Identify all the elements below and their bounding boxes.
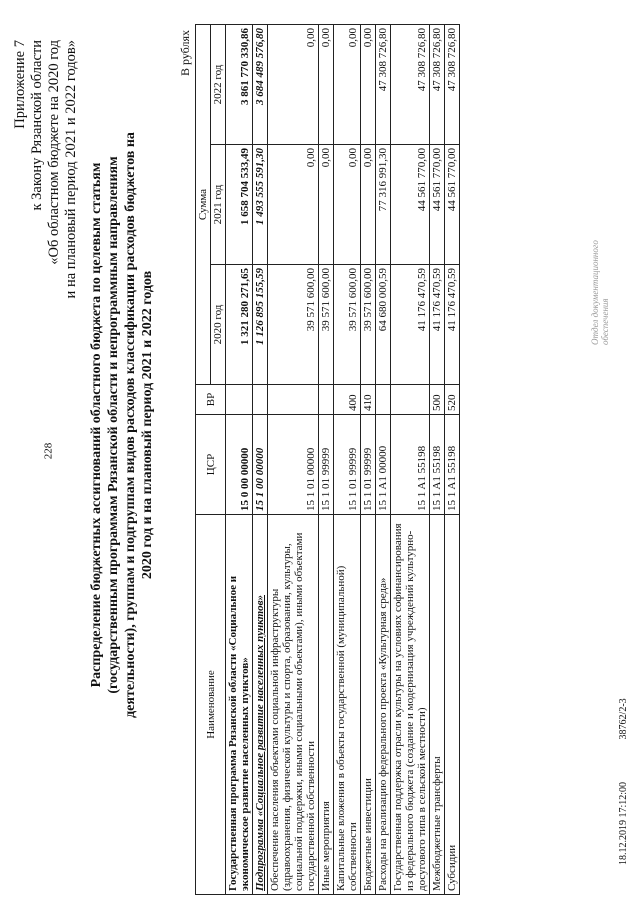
- row-2022: 47 308 726,80: [376, 25, 391, 145]
- header-name: Наименование: [196, 515, 226, 895]
- row-csr: 15 0 00 00000: [226, 415, 253, 515]
- row-vr: 410: [361, 385, 376, 415]
- table-row: [361, 25, 376, 895]
- row-2020: 39 571 600,00: [319, 265, 334, 385]
- table-row: [430, 25, 445, 895]
- row-vr: [376, 385, 391, 415]
- row-2022: 47 308 726,80: [430, 25, 445, 145]
- row-2021: 1 493 555 591,30: [253, 145, 268, 265]
- table-row: [268, 25, 319, 895]
- row-csr: 15 1 A1 55198: [445, 415, 460, 515]
- row-2020: 41 176 470,59: [430, 265, 445, 385]
- department-stamp: [590, 240, 610, 345]
- row-2021: 0,00: [334, 145, 361, 265]
- header-csr: ЦСР: [196, 415, 226, 515]
- row-name: Иные мероприятия: [319, 515, 334, 895]
- row-vr: [319, 385, 334, 415]
- row-2021: 0,00: [268, 145, 319, 265]
- stamp-line-2: обеспечения: [600, 298, 610, 345]
- row-2022: 47 308 726,80: [445, 25, 460, 145]
- page-number: 228: [42, 442, 55, 460]
- table-row: [253, 25, 268, 895]
- table-row: [319, 25, 334, 895]
- row-2021: 0,00: [319, 145, 334, 265]
- row-name: Капитальные вложения в объекты государственной (муниципальной) собственности: [334, 515, 361, 895]
- row-csr: 15 1 A1 55198: [430, 415, 445, 515]
- document-title: Распределение бюджетных ассигнований областного бюджета по целевым статьям (государственным программам Рязанской области и непрограммным направлениям деятельности), группам и подгруппам видов расходов классификации расходов бюджетов на 2020 год и на плановый период 2021 и 2022 годов: [89, 132, 155, 718]
- row-csr: 15 1 01 99999: [361, 415, 376, 515]
- footer: [618, 658, 629, 865]
- row-name: Межбюджетные трансферты: [430, 515, 445, 895]
- row-2020: 39 571 600,00: [334, 265, 361, 385]
- row-2022: 0,00: [334, 25, 361, 145]
- table-row: [376, 25, 391, 895]
- appendix-line-3: «Об областном бюджете на 2020 год: [46, 40, 62, 265]
- footer-datetime: 18.12.2019 17:12:00: [618, 781, 629, 865]
- header-sum: Сумма: [196, 25, 211, 385]
- header-2022: 2022 год: [211, 25, 226, 145]
- row-2021: 44 561 770,00: [445, 145, 460, 265]
- row-2021: 44 561 770,00: [391, 145, 430, 265]
- stamp-line-1: Отдел документационного: [590, 240, 600, 345]
- row-2021: 77 316 991,30: [376, 145, 391, 265]
- budget-table: [195, 24, 460, 895]
- row-2022: 3 684 489 576,80: [253, 25, 268, 145]
- row-csr: 15 1 01 99999: [334, 415, 361, 515]
- row-2022: 47 308 726,80: [391, 25, 430, 145]
- table-row: [334, 25, 361, 895]
- row-vr: [253, 385, 268, 415]
- header-row: [196, 25, 211, 895]
- row-csr: 15 1 A1 00000: [376, 415, 391, 515]
- row-2022: 3 861 770 330,86: [226, 25, 253, 145]
- row-vr: 500: [430, 385, 445, 415]
- appendix-line-2: к Закону Рязанской области: [29, 40, 45, 211]
- row-name: Подпрограмма «Социальное развитие населенных пунктов»: [253, 515, 268, 895]
- table-row: [226, 25, 253, 895]
- row-csr: 15 1 00 00000: [253, 415, 268, 515]
- row-2020: 39 571 600,00: [268, 265, 319, 385]
- row-2022: 0,00: [319, 25, 334, 145]
- row-vr: 400: [334, 385, 361, 415]
- row-name: Государственная программа Рязанской области «Социальное и экономическое развитие населенных пунктов»: [226, 515, 253, 895]
- table-row: [445, 25, 460, 895]
- row-csr: 15 1 01 00000: [268, 415, 319, 515]
- header-vr: ВР: [196, 385, 226, 415]
- row-vr: [268, 385, 319, 415]
- row-2022: 0,00: [361, 25, 376, 145]
- row-2021: 1 658 704 533,49: [226, 145, 253, 265]
- row-2020: 39 571 600,00: [361, 265, 376, 385]
- row-name: Расходы на реализацию федерального проекта «Культурная среда»: [376, 515, 391, 895]
- appendix-block: [12, 40, 80, 298]
- appendix-line-1: Приложение 7: [12, 40, 28, 129]
- row-name: Государственная поддержка отрасли культуры на условиях софинансирования из федерального бюджета (создание и модернизация учреждений культурно-досугового типа в сельской местности): [391, 515, 430, 895]
- table-row: [391, 25, 430, 895]
- row-name: Бюджетные инвестиции: [361, 515, 376, 895]
- row-2021: 44 561 770,00: [430, 145, 445, 265]
- row-csr: 15 1 01 99999: [319, 415, 334, 515]
- row-2020: 41 176 470,59: [445, 265, 460, 385]
- row-2020: 1 321 280 271,65: [226, 265, 253, 385]
- appendix-line-4: и на плановый период 2021 и 2022 годов»: [63, 40, 79, 299]
- header-2021: 2021 год: [211, 145, 226, 265]
- row-2022: 0,00: [268, 25, 319, 145]
- row-vr: 520: [445, 385, 460, 415]
- footer-doc-code: 38762/2-3: [618, 698, 629, 740]
- row-2021: 0,00: [361, 145, 376, 265]
- row-csr: 15 1 A1 55198: [391, 415, 430, 515]
- header-2020: 2020 год: [211, 265, 226, 385]
- unit-label: В рублях: [178, 30, 192, 77]
- row-vr: [391, 385, 430, 415]
- row-name: Субсидии: [445, 515, 460, 895]
- row-vr: [226, 385, 253, 415]
- row-2020: 64 680 000,59: [376, 265, 391, 385]
- row-2020: 1 126 895 155,59: [253, 265, 268, 385]
- row-name: Обеспечение населения объектами социальной инфраструктуры (здравоохранения, физической культуры и спорта, образования, культуры, социальной поддержки, иными социальными объектами), иными объектами государственной собственности: [268, 515, 319, 895]
- row-2020: 41 176 470,59: [391, 265, 430, 385]
